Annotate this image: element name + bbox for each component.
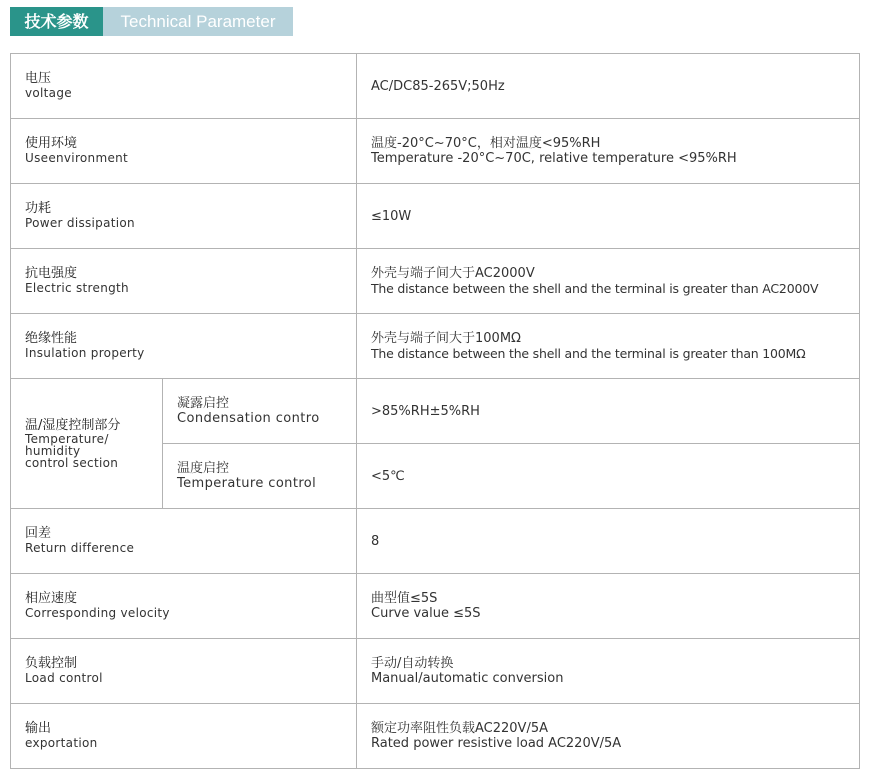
- group-name-en: Temperature/: [25, 432, 109, 446]
- param-value: [357, 444, 860, 509]
- group-label: [11, 379, 163, 509]
- param-value-line: 外壳与端子间大于100MΩ: [371, 331, 521, 346]
- param-name-en: Corresponding velocity: [25, 606, 170, 620]
- param-value: [357, 639, 860, 704]
- sub-param-name-en: Temperature control: [177, 476, 317, 491]
- parameter-table: [10, 53, 860, 769]
- sub-param-label: [163, 379, 357, 444]
- param-value-line: 曲型值≤5S: [371, 591, 438, 606]
- param-label: [11, 574, 357, 639]
- param-value: [357, 314, 860, 379]
- param-value-line: 温度-20°C~70°C，相对温度<95%RH: [371, 136, 601, 151]
- param-name-cn: 回差: [25, 526, 52, 541]
- param-label: [11, 54, 357, 119]
- param-name-cn: 功耗: [25, 201, 52, 216]
- param-value-line: The distance between the shell and the terminal is greater than 100MΩ: [371, 346, 806, 361]
- sub-param-name-cn: 温度启控: [177, 461, 230, 476]
- param-label: [11, 249, 357, 314]
- param-name-en: Load control: [25, 671, 103, 685]
- param-name-en: Return difference: [25, 541, 135, 555]
- param-value-line: AC/DC85-265V;50Hz: [371, 78, 505, 94]
- param-name-en: voltage: [25, 86, 72, 100]
- param-label: [11, 704, 357, 769]
- param-name-cn: 使用环境: [25, 136, 78, 151]
- param-value-line: <5℃: [371, 468, 405, 484]
- param-name-cn: 抗电强度: [25, 266, 78, 281]
- param-label: [11, 184, 357, 249]
- param-name-cn: 绝缘性能: [25, 331, 78, 346]
- param-name-cn: 输出: [25, 721, 52, 736]
- table-row: [11, 574, 860, 639]
- group-name-en: humidity: [25, 444, 81, 458]
- table-row: [11, 54, 860, 119]
- param-name-en: Power dissipation: [25, 216, 135, 230]
- param-value-line: 外壳与端子间大于AC2000V: [371, 266, 535, 281]
- sub-param-label: [163, 444, 357, 509]
- header-title-en: Technical Parameter: [103, 7, 293, 36]
- sub-param-name-en: Condensation contro: [177, 411, 320, 426]
- table-row: [11, 639, 860, 704]
- param-label: [11, 314, 357, 379]
- sub-param-name-cn: 凝露启控: [177, 396, 230, 411]
- header-title-cn: 技术参数: [10, 7, 103, 36]
- section-header: [10, 7, 293, 36]
- group-name-cn: 温/湿度控制部分: [25, 418, 121, 433]
- param-value-line: Curve value ≤5S: [371, 606, 481, 621]
- param-name-cn: 相应速度: [25, 591, 78, 606]
- param-value: [357, 574, 860, 639]
- param-value-line: 8: [371, 533, 380, 549]
- param-value-line: Temperature -20°C~70C, relative temperature <95%RH: [371, 151, 737, 166]
- group-name-en: control section: [25, 456, 119, 470]
- param-value-line: 手动/自动转换: [371, 656, 454, 671]
- param-name-en: exportation: [25, 736, 98, 750]
- param-value-line: Manual/automatic conversion: [371, 671, 564, 686]
- param-name-en: Electric strength: [25, 281, 129, 295]
- param-value-line: Rated power resistive load AC220V/5A: [371, 736, 622, 751]
- table-row: [11, 509, 860, 574]
- param-label: [11, 509, 357, 574]
- table-row: [11, 119, 860, 184]
- param-value: [357, 54, 860, 119]
- param-name-en: Insulation property: [25, 346, 145, 360]
- param-label: [11, 639, 357, 704]
- param-name-cn: 电压: [25, 71, 52, 86]
- param-value: [357, 249, 860, 314]
- param-value: [357, 119, 860, 184]
- param-value-line: >85%RH±5%RH: [371, 403, 480, 419]
- param-value-line: 额定功率阻性负载AC220V/5A: [371, 721, 548, 736]
- param-name-en: Useenvironment: [25, 151, 129, 165]
- param-name-cn: 负载控制: [25, 656, 78, 671]
- param-value-line: The distance between the shell and the terminal is greater than AC2000V: [371, 281, 819, 296]
- table-row: [11, 314, 860, 379]
- param-value: [357, 379, 860, 444]
- table-row: [11, 249, 860, 314]
- param-value: [357, 704, 860, 769]
- param-value: [357, 509, 860, 574]
- table-row: [11, 379, 860, 444]
- table-row: [11, 184, 860, 249]
- table-row: [11, 704, 860, 769]
- param-value-line: ≤10W: [371, 208, 412, 224]
- param-value: [357, 184, 860, 249]
- param-label: [11, 119, 357, 184]
